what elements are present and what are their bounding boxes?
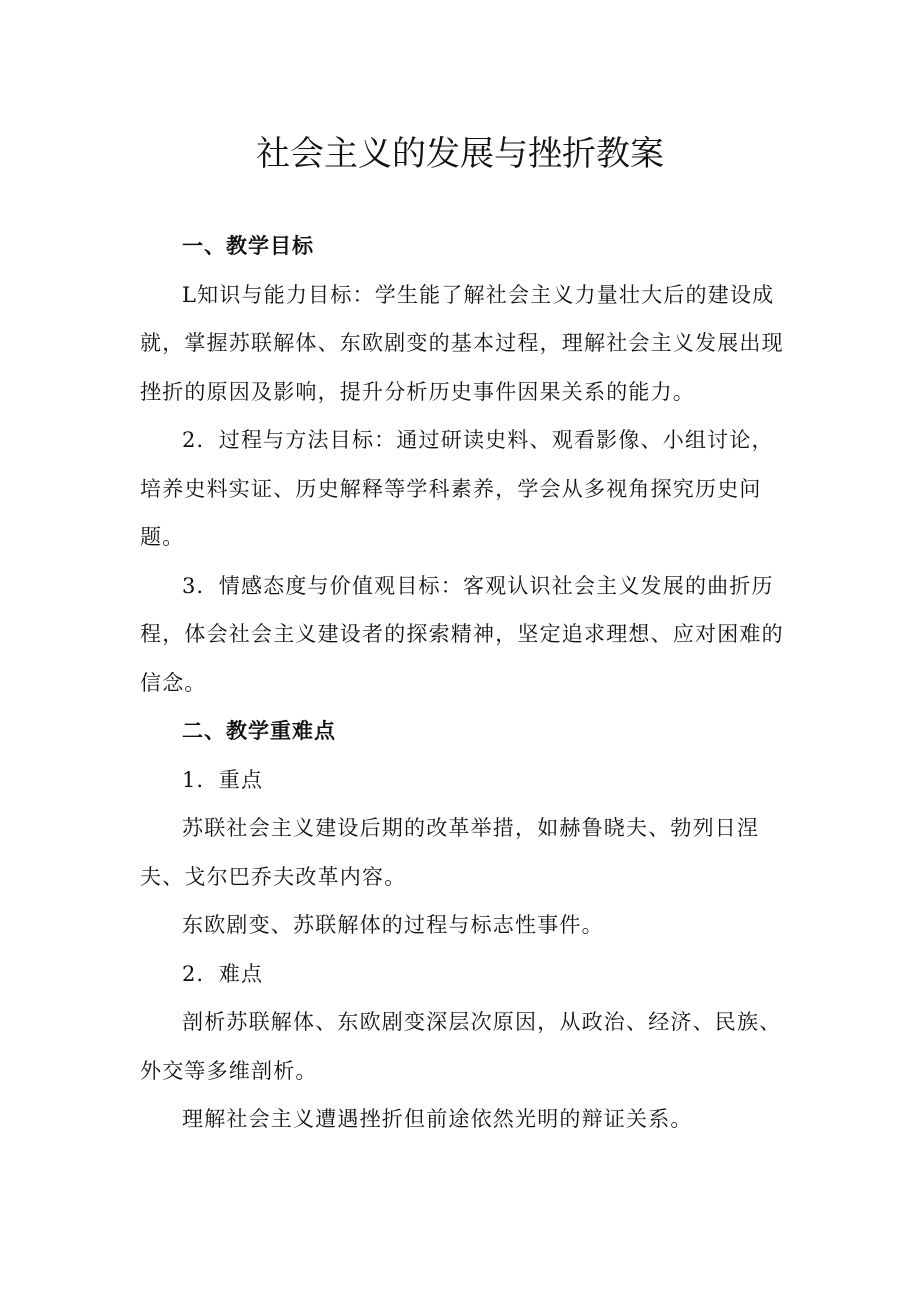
paragraph-key-point-reforms: 苏联社会主义建设后期的改革举措，如赫鲁晓夫、勃列日涅夫、戈尔巴乔夫改革内容。	[140, 816, 760, 889]
section-heading-teaching-goals: 一、教学目标	[182, 234, 314, 258]
subheading-difficult-points: 2．难点	[182, 961, 264, 986]
paragraph-process-goal: 2．过程与方法目标：通过研读史料、观看影像、小组讨论，培养史料实证、历史解释等学科素养，学会从多视角探究历史问题。	[140, 428, 774, 549]
paragraph-difficult-point-dialectic: 理解社会主义遭遇挫折但前途依然光明的辩证关系。	[182, 1107, 693, 1131]
document-body	[140, 222, 784, 1144]
paragraph-emotion-goal: 3．情感态度与价值观目标：客观认识社会主义发展的曲折历程，体会社会主义建设者的探索精神，坚定追求理想、应对困难的信念。	[140, 573, 784, 695]
paragraph-key-point-events: 东欧剧变、苏联解体的过程与标志性事件。	[182, 913, 604, 937]
paragraph-difficult-point-causes: 剖析苏联解体、东欧剧变深层次原因，从政治、经济、民族、外交等多维剖析。	[140, 1010, 782, 1083]
section-heading-key-difficult-points: 二、教学重难点	[182, 719, 336, 743]
document-title: 社会主义的发展与挫折教案	[256, 134, 664, 174]
paragraph-knowledge-goal: L知识与能力目标：学生能了解社会主义力量壮大后的建设成就，掌握苏联解体、东欧剧变的基本过程，理解社会主义发展出现挫折的原因及影响，提升分析历史事件因果关系的能力。	[140, 282, 784, 404]
subheading-key-points: 1．重点	[182, 767, 264, 792]
